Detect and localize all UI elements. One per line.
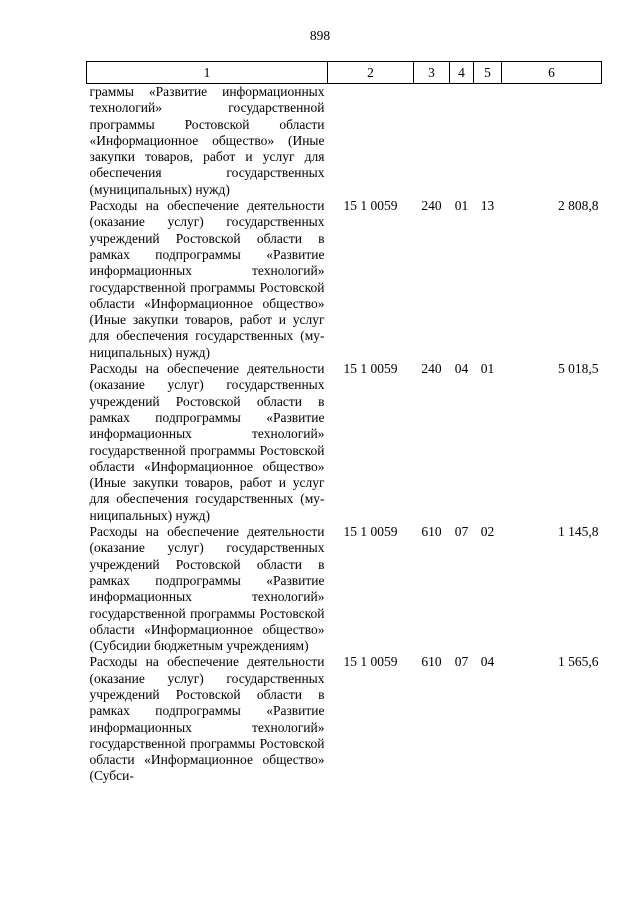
row-description: граммы «Развитие информационных технологий» государственной программы Ростовской области «Информационное общество» (Иные закупки товаров, работ и услуг для обеспечения государственных (муниципальных) нужд) [89, 84, 325, 197]
table-row [87, 654, 602, 784]
column-header-5: 5 [474, 62, 502, 84]
row-target-code: 15 1 0059 [343, 654, 398, 670]
table-row [87, 84, 602, 199]
row-expense-type [414, 84, 450, 199]
row-expense-type: 240 [421, 361, 442, 377]
row-subsection: 04 [480, 654, 495, 670]
row-section: 01 [454, 198, 469, 214]
row-section: 04 [454, 361, 469, 377]
row-amount: 1 565,6 [558, 654, 599, 670]
row-target-code: 15 1 0059 [343, 198, 398, 214]
column-header-1: 1 [87, 62, 328, 84]
row-subsection [474, 84, 502, 199]
row-description: Расходы на обеспечение деятельности (оказание услуг) государственных учреждений Ростовской области в рамках подпрограммы «Развитие информационных технологий» государственной программы Ростовской области «Информационное общество» (Субси- [89, 654, 325, 784]
row-subsection: 13 [480, 198, 495, 214]
row-expense-type: 610 [421, 524, 442, 540]
column-header-6: 6 [502, 62, 602, 84]
column-header-2: 2 [328, 62, 414, 84]
row-amount: 1 145,8 [558, 524, 599, 540]
row-subsection: 01 [480, 361, 495, 377]
budget-table [86, 61, 602, 785]
row-expense-type: 610 [421, 654, 442, 670]
row-description: Расходы на обеспечение деятельности (оказание услуг) государственных учреждений Ростовской области в рамках подпрограммы «Развитие информационных технологий» государственной программы Ростовской области «Информационное общество» (Иные закупки товаров, работ и услуг для обеспечения государственных (муниципальных) нужд) [89, 361, 325, 523]
page-number: 898 [309, 28, 331, 43]
row-description: Расходы на обеспечение деятельности (оказание услуг) государственных учреждений Ростовской области в рамках подпрограммы «Развитие информационных технологий» государственной программы Ростовской области «Информационное общество» (Субсидии бюджетным учреждениям) [89, 524, 325, 654]
column-header-4: 4 [450, 62, 474, 84]
row-amount: 5 018,5 [558, 361, 599, 377]
table-row [87, 361, 602, 524]
row-description: Расходы на обеспечение деятельности (оказание услуг) государственных учреждений Ростовской области в рамках подпрограммы «Развитие информационных технологий» государственной программы Ростовской области «Информационное общество» (Иные закупки товаров, работ и услуг для обеспечения государственных (муниципальных) нужд) [89, 198, 325, 360]
table-row [87, 198, 602, 361]
table-row [87, 524, 602, 654]
row-subsection: 02 [480, 524, 495, 540]
row-expense-type: 240 [421, 198, 442, 214]
row-section: 07 [454, 654, 469, 670]
row-target-code: 15 1 0059 [343, 524, 398, 540]
row-section: 07 [454, 524, 469, 540]
column-header-3: 3 [414, 62, 450, 84]
row-target-code [328, 84, 414, 199]
row-amount: 2 808,8 [558, 198, 599, 214]
row-section [450, 84, 474, 199]
row-amount [502, 84, 602, 199]
table-header [87, 62, 602, 84]
row-target-code: 15 1 0059 [343, 361, 398, 377]
